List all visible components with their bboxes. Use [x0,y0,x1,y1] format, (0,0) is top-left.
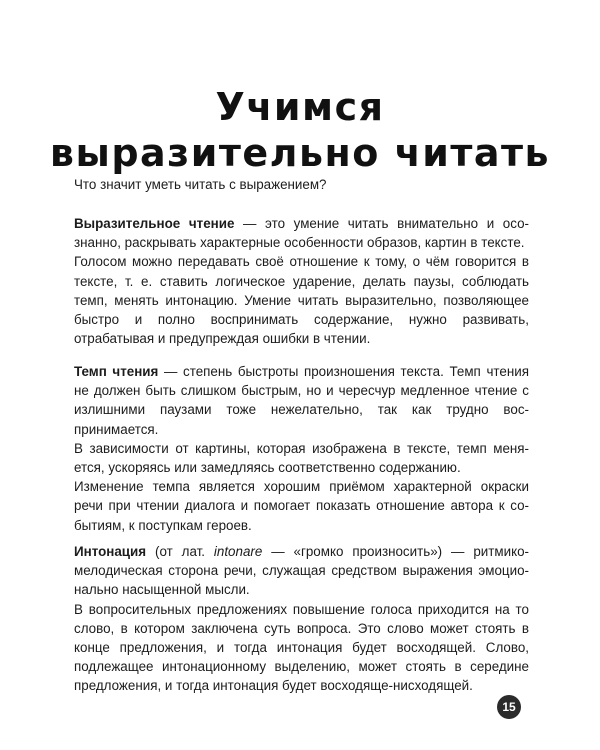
section-intonation [74,542,529,696]
section-paragraph [74,439,529,477]
term-reading-tempo: Темп чтения [74,364,159,379]
term-intonation: Интонация [74,544,147,559]
etymology-prefix: (от лат. [146,544,214,559]
section-paragraph [74,252,529,348]
etymology-word: intonare [213,544,263,559]
section-paragraph [74,477,529,535]
term-expressive-reading: Выразительное чтение [74,216,235,231]
section-expressive-reading [74,214,529,348]
paragraph-text: Изменение темпа является хорошим приёмом характерной окраски речи при чтении диалога и помогает показать отношение автора к событиям, к поступкам героев. [74,479,529,533]
section-paragraph [74,362,529,439]
paragraph-text: В вопросительных предложениях повышение голоса приходится на то слово, в котором заключена суть вопроса. Это слово может стоять в конце предложения, и тогда интонация будет восходящей. Слово, подлежащее интонационному выделению, может стоять в середине предложения, и тогда интонация будет восходяще-нисходящей. [74,601,529,694]
section-reading-tempo [74,362,529,535]
paragraph-text: Голосом можно передавать своё отношение к тому, о чём говорится в тексте, т. е. ставить логическое ударение, делать паузы, соблюдать темп, менять интонацию. Умение читать выразительно, позволяющее быстро и полно воспринимать содержание, нужно развивать, отрабатывая и предупреждая ошибки в чтении. [74,254,529,347]
section-paragraph [74,600,529,696]
page-title-line-2: выразительно читать [49,131,551,175]
question-text: Что значит уметь читать с выражением? [74,177,327,192]
term-definition: — степень быстроты произношения текста. Темп чтения не должен быть слишком быстрым, но и чересчур медленное чтение с излишними паузами тоже нежелательно, так как трудно воспринимается. [74,364,529,437]
section-paragraph [74,542,529,600]
term-definition: — «громко произносить») — ритмико-мелодическая сторона речи, служащая средством выражения эмоционально насыщенной мысли. [74,544,529,598]
page-title-line-1: Учимся [215,85,385,129]
paragraph-text: В зависимости от картины, которая изображена в тексте, темп меняется, ускоряясь или замедляясь соответственно содержанию. [74,440,529,476]
intro-question [74,175,529,194]
term-definition: — это умение читать внимательно и осознанно, раскрывать характерные особенности образов, картин в тексте. [74,216,530,251]
page-number-badge: 15 [497,695,521,719]
page-title [0,84,600,176]
section-paragraph [74,214,529,252]
